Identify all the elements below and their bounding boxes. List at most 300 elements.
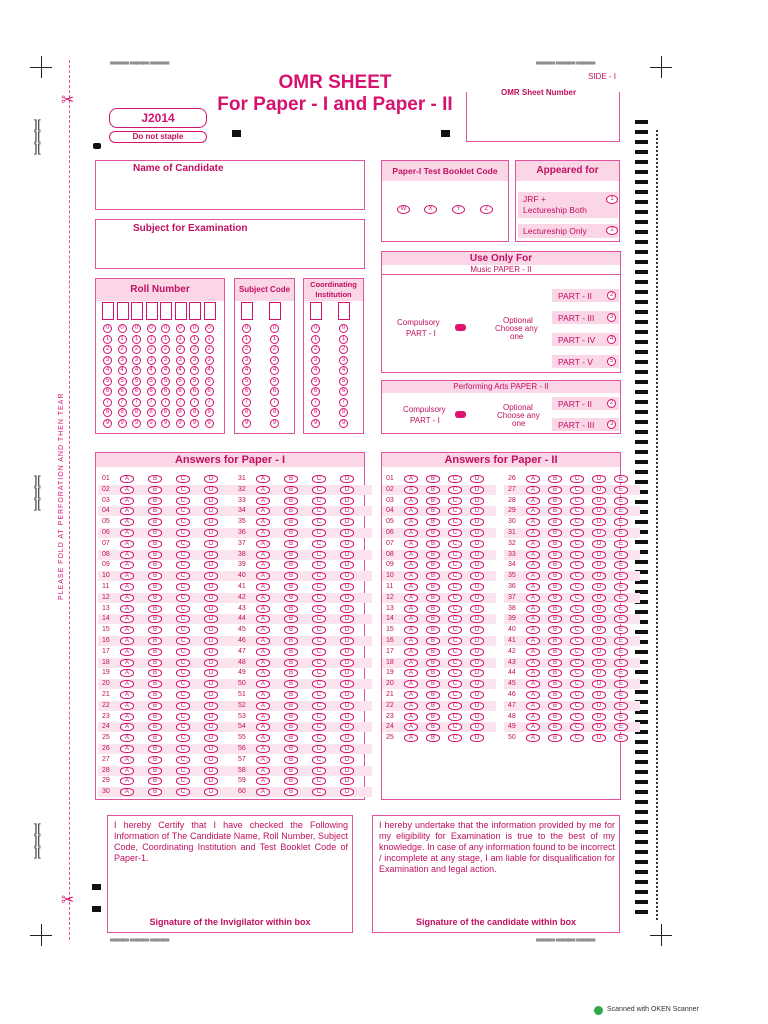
answer-bubble-d[interactable]: D [204,626,218,634]
answer-bubble-c[interactable]: C [312,637,326,645]
answer-bubble-d[interactable]: D [592,497,606,505]
answer-bubble-b[interactable]: B [548,561,562,569]
answer-bubble-c[interactable]: C [448,518,462,526]
answer-bubble-d[interactable]: D [340,648,354,656]
answer-bubble-d[interactable]: D [470,669,484,677]
answer-bubble-a[interactable]: A [526,713,540,721]
digit-bubble[interactable]: 7 [242,398,251,407]
answer-bubble-b[interactable]: B [284,615,298,623]
digit-entry-box[interactable] [204,302,216,320]
answer-bubble-d[interactable]: D [470,561,484,569]
answer-bubble-a[interactable]: A [120,551,134,559]
answer-bubble-d[interactable]: D [340,723,354,731]
answer-bubble-a[interactable]: A [404,572,418,580]
answer-bubble-a[interactable]: A [526,669,540,677]
answer-bubble-b[interactable]: B [148,734,162,742]
digit-bubble[interactable]: 8 [190,408,199,417]
digit-bubble[interactable]: 4 [205,366,214,375]
answer-bubble-c[interactable]: C [176,669,190,677]
digit-bubble[interactable]: 3 [190,356,199,365]
answer-bubble-b[interactable]: B [148,486,162,494]
answer-bubble-a[interactable]: A [404,615,418,623]
digit-bubble[interactable]: 3 [270,356,279,365]
answer-bubble-b[interactable]: B [284,518,298,526]
answer-bubble-b[interactable]: B [148,745,162,753]
answer-bubble-d[interactable]: D [592,561,606,569]
appeared-jrf-bubble[interactable]: 1 [606,195,618,204]
digit-bubble[interactable]: 4 [118,366,127,375]
digit-bubble[interactable]: 9 [242,419,251,428]
answer-bubble-d[interactable]: D [340,745,354,753]
answer-bubble-c[interactable]: C [448,637,462,645]
answer-bubble-b[interactable]: B [426,691,440,699]
answer-bubble-d[interactable]: D [204,572,218,580]
answer-bubble-b[interactable]: B [284,475,298,483]
answer-bubble-e[interactable]: E [614,497,628,505]
answer-bubble-c[interactable]: C [176,497,190,505]
answer-bubble-d[interactable]: D [340,756,354,764]
digit-bubble[interactable]: 2 [205,345,214,354]
answer-bubble-d[interactable]: D [470,626,484,634]
answer-bubble-d[interactable]: D [204,594,218,602]
answer-bubble-a[interactable]: A [404,713,418,721]
answer-bubble-b[interactable]: B [148,777,162,785]
answer-bubble-d[interactable]: D [340,637,354,645]
answer-bubble-c[interactable]: C [176,540,190,548]
digit-bubble[interactable]: 6 [118,387,127,396]
answer-bubble-b[interactable]: B [284,529,298,537]
answer-bubble-b[interactable]: B [148,680,162,688]
digit-bubble[interactable]: 7 [147,398,156,407]
answer-bubble-a[interactable]: A [404,529,418,537]
digit-entry-box[interactable] [102,302,114,320]
digit-bubble[interactable]: 2 [190,345,199,354]
omr-number-box[interactable] [466,92,620,142]
answer-bubble-d[interactable]: D [204,756,218,764]
answer-bubble-a[interactable]: A [256,529,270,537]
digit-bubble[interactable]: 3 [242,356,251,365]
answer-bubble-c[interactable]: C [570,659,584,667]
digit-bubble[interactable]: 7 [311,398,320,407]
answer-bubble-d[interactable]: D [592,637,606,645]
answer-bubble-c[interactable]: C [312,518,326,526]
answer-bubble-c[interactable]: C [176,788,190,796]
answer-bubble-c[interactable]: C [312,507,326,515]
answer-bubble-b[interactable]: B [426,615,440,623]
answer-bubble-a[interactable]: A [526,734,540,742]
digit-bubble[interactable]: 8 [270,408,279,417]
answer-bubble-c[interactable]: C [570,615,584,623]
answer-bubble-a[interactable]: A [526,529,540,537]
digit-bubble[interactable]: 0 [161,324,170,333]
digit-bubble[interactable]: 2 [103,345,112,354]
answer-bubble-d[interactable]: D [340,475,354,483]
answer-bubble-b[interactable]: B [426,475,440,483]
answer-bubble-b[interactable]: B [548,637,562,645]
answer-bubble-d[interactable]: D [340,594,354,602]
answer-bubble-e[interactable]: E [614,529,628,537]
answer-bubble-d[interactable]: D [470,572,484,580]
answer-bubble-d[interactable]: D [470,659,484,667]
answer-bubble-c[interactable]: C [570,669,584,677]
answer-bubble-c[interactable]: C [312,702,326,710]
answer-bubble-b[interactable]: B [284,745,298,753]
answer-bubble-b[interactable]: B [284,540,298,548]
answer-bubble-d[interactable]: D [340,497,354,505]
answer-bubble-c[interactable]: C [312,594,326,602]
digit-bubble[interactable]: 6 [270,387,279,396]
answer-bubble-a[interactable]: A [120,723,134,731]
answer-bubble-a[interactable]: A [526,507,540,515]
answer-bubble-a[interactable]: A [120,529,134,537]
answer-bubble-e[interactable]: E [614,713,628,721]
answer-bubble-b[interactable]: B [426,540,440,548]
answer-bubble-d[interactable]: D [340,691,354,699]
answer-bubble-a[interactable]: A [526,659,540,667]
answer-bubble-a[interactable]: A [526,518,540,526]
digit-bubble[interactable]: 5 [118,377,127,386]
answer-bubble-a[interactable]: A [120,583,134,591]
answer-bubble-a[interactable]: A [526,637,540,645]
answer-bubble-d[interactable]: D [470,680,484,688]
answer-bubble-c[interactable]: C [570,475,584,483]
answer-bubble-c[interactable]: C [448,572,462,580]
answer-bubble-b[interactable]: B [426,561,440,569]
answer-bubble-d[interactable]: D [470,507,484,515]
roll-number-grid[interactable] [102,302,220,430]
answer-bubble-c[interactable]: C [570,529,584,537]
answer-bubble-a[interactable]: A [120,626,134,634]
digit-bubble[interactable]: 1 [132,335,141,344]
answer-bubble-b[interactable]: B [548,572,562,580]
answer-bubble-d[interactable]: D [340,767,354,775]
digit-bubble[interactable]: 2 [176,345,185,354]
answer-bubble-b[interactable]: B [426,626,440,634]
answer-bubble-e[interactable]: E [614,572,628,580]
answer-bubble-e[interactable]: E [614,540,628,548]
digit-bubble[interactable]: 6 [132,387,141,396]
digit-bubble[interactable]: 0 [118,324,127,333]
answer-bubble-c[interactable]: C [176,529,190,537]
digit-bubble[interactable]: 9 [132,419,141,428]
answer-bubble-a[interactable]: A [120,659,134,667]
answer-bubble-b[interactable]: B [426,680,440,688]
answer-bubble-d[interactable]: D [204,648,218,656]
answer-bubble-d[interactable]: D [204,605,218,613]
answer-bubble-d[interactable]: D [340,680,354,688]
answer-bubble-a[interactable]: A [404,648,418,656]
answer-bubble-c[interactable]: C [176,572,190,580]
answer-bubble-a[interactable]: A [256,713,270,721]
answer-bubble-a[interactable]: A [256,518,270,526]
answer-bubble-c[interactable]: C [570,583,584,591]
digit-bubble[interactable]: 8 [161,408,170,417]
answer-bubble-c[interactable]: C [176,680,190,688]
answer-bubble-c[interactable]: C [312,767,326,775]
answer-bubble-d[interactable]: D [592,583,606,591]
answer-bubble-e[interactable]: E [614,702,628,710]
answer-bubble-c[interactable]: C [448,680,462,688]
digit-bubble[interactable]: 9 [205,419,214,428]
answer-bubble-c[interactable]: C [312,551,326,559]
answer-bubble-a[interactable]: A [404,583,418,591]
answer-bubble-c[interactable]: C [312,572,326,580]
answer-bubble-c[interactable]: C [176,615,190,623]
answer-bubble-b[interactable]: B [148,637,162,645]
digit-entry-box[interactable] [310,302,322,320]
answer-bubble-b[interactable]: B [148,551,162,559]
answer-bubble-a[interactable]: A [256,551,270,559]
answer-bubble-c[interactable]: C [176,626,190,634]
digit-bubble[interactable]: 2 [311,345,320,354]
answer-bubble-c[interactable]: C [312,723,326,731]
answer-bubble-b[interactable]: B [284,756,298,764]
answer-bubble-b[interactable]: B [284,648,298,656]
digit-bubble[interactable]: 1 [205,335,214,344]
answer-bubble-a[interactable]: A [120,767,134,775]
digit-bubble[interactable]: 7 [270,398,279,407]
answer-bubble-c[interactable]: C [176,637,190,645]
answer-bubble-c[interactable]: C [448,605,462,613]
digit-bubble[interactable]: 8 [205,408,214,417]
answer-bubble-c[interactable]: C [570,691,584,699]
answer-bubble-b[interactable]: B [284,702,298,710]
answer-bubble-b[interactable]: B [548,497,562,505]
answer-bubble-a[interactable]: A [404,605,418,613]
answer-bubble-b[interactable]: B [284,734,298,742]
answer-bubble-e[interactable]: E [614,475,628,483]
answer-bubble-d[interactable]: D [592,669,606,677]
answer-bubble-d[interactable]: D [340,702,354,710]
digit-bubble[interactable]: 9 [270,419,279,428]
digit-bubble[interactable]: 0 [242,324,251,333]
digit-bubble[interactable]: 1 [190,335,199,344]
digit-bubble[interactable]: 3 [205,356,214,365]
answer-bubble-d[interactable]: D [592,475,606,483]
answer-bubble-b[interactable]: B [548,648,562,656]
answer-bubble-c[interactable]: C [176,507,190,515]
answer-bubble-a[interactable]: A [404,486,418,494]
answer-bubble-d[interactable]: D [470,637,484,645]
answer-bubble-d[interactable]: D [592,605,606,613]
answer-bubble-c[interactable]: C [448,540,462,548]
digit-bubble[interactable]: 1 [176,335,185,344]
subject-code-grid[interactable] [241,302,291,430]
answer-bubble-b[interactable]: B [426,572,440,580]
digit-bubble[interactable]: 4 [147,366,156,375]
answer-bubble-c[interactable]: C [176,691,190,699]
answer-bubble-b[interactable]: B [284,561,298,569]
digit-bubble[interactable]: 3 [132,356,141,365]
answer-bubble-e[interactable]: E [614,734,628,742]
answer-bubble-a[interactable]: A [120,540,134,548]
answer-bubble-d[interactable]: D [204,583,218,591]
answer-bubble-d[interactable]: D [340,583,354,591]
digit-bubble[interactable]: 8 [311,408,320,417]
answer-bubble-d[interactable]: D [592,529,606,537]
digit-bubble[interactable]: 9 [147,419,156,428]
answer-bubble-d[interactable]: D [340,669,354,677]
answer-bubble-b[interactable]: B [284,788,298,796]
answer-bubble-a[interactable]: A [256,648,270,656]
answer-bubble-b[interactable]: B [148,702,162,710]
answer-bubble-b[interactable]: B [284,572,298,580]
answer-bubble-c[interactable]: C [448,497,462,505]
answer-bubble-b[interactable]: B [148,507,162,515]
answer-bubble-b[interactable]: B [148,572,162,580]
answer-bubble-c[interactable]: C [176,551,190,559]
digit-entry-box[interactable] [338,302,350,320]
answer-bubble-c[interactable]: C [176,756,190,764]
digit-bubble[interactable]: 2 [270,345,279,354]
answer-bubble-c[interactable]: C [570,518,584,526]
answer-bubble-c[interactable]: C [448,507,462,515]
digit-bubble[interactable]: 2 [339,345,348,354]
answer-bubble-d[interactable]: D [204,551,218,559]
answer-bubble-b[interactable]: B [284,594,298,602]
answer-bubble-d[interactable]: D [204,540,218,548]
answer-bubble-b[interactable]: B [284,497,298,505]
answer-bubble-e[interactable]: E [614,680,628,688]
answer-bubble-b[interactable]: B [426,713,440,721]
answer-bubble-c[interactable]: C [448,583,462,591]
answer-bubble-b[interactable]: B [148,594,162,602]
music-part2-bubble[interactable]: 2 [607,291,616,300]
answer-bubble-d[interactable]: D [204,486,218,494]
digit-bubble[interactable]: 6 [103,387,112,396]
answer-bubble-a[interactable]: A [120,756,134,764]
answer-bubble-a[interactable]: A [526,723,540,731]
answer-bubble-d[interactable]: D [592,626,606,634]
answer-bubble-d[interactable]: D [340,551,354,559]
answer-bubble-c[interactable]: C [448,723,462,731]
answer-bubble-b[interactable]: B [284,659,298,667]
answer-bubble-b[interactable]: B [548,507,562,515]
digit-bubble[interactable]: 1 [147,335,156,344]
answer-bubble-b[interactable]: B [426,594,440,602]
music-part5-bubble[interactable]: 5 [607,357,616,366]
answer-bubble-d[interactable]: D [340,518,354,526]
answer-bubble-e[interactable]: E [614,518,628,526]
answer-bubble-a[interactable]: A [526,605,540,613]
answer-bubble-b[interactable]: B [426,605,440,613]
answer-bubble-d[interactable]: D [470,594,484,602]
answer-bubble-d[interactable]: D [592,486,606,494]
answer-bubble-d[interactable]: D [340,713,354,721]
answer-bubble-c[interactable]: C [312,788,326,796]
answers-paper2-grid[interactable] [382,474,623,744]
coordinating-grid[interactable] [310,302,360,430]
digit-bubble[interactable]: 3 [311,356,320,365]
answer-bubble-c[interactable]: C [570,626,584,634]
answer-bubble-d[interactable]: D [470,734,484,742]
answer-bubble-c[interactable]: C [312,561,326,569]
answer-bubble-a[interactable]: A [526,680,540,688]
answer-bubble-c[interactable]: C [312,756,326,764]
answer-bubble-a[interactable]: A [404,540,418,548]
answer-bubble-c[interactable]: C [448,475,462,483]
answer-bubble-c[interactable]: C [312,691,326,699]
answer-bubble-b[interactable]: B [148,615,162,623]
digit-bubble[interactable]: 5 [103,377,112,386]
answer-bubble-a[interactable]: A [526,691,540,699]
digit-bubble[interactable]: 1 [339,335,348,344]
answer-bubble-b[interactable]: B [148,713,162,721]
digit-bubble[interactable]: 1 [270,335,279,344]
answer-bubble-b[interactable]: B [284,777,298,785]
digit-bubble[interactable]: 4 [103,366,112,375]
answer-bubble-a[interactable]: A [256,691,270,699]
answer-bubble-c[interactable]: C [312,734,326,742]
answer-bubble-b[interactable]: B [148,497,162,505]
answer-bubble-d[interactable]: D [204,507,218,515]
answer-bubble-a[interactable]: A [120,691,134,699]
answer-bubble-c[interactable]: C [570,594,584,602]
answer-bubble-c[interactable]: C [176,594,190,602]
answer-bubble-d[interactable]: D [592,734,606,742]
answer-bubble-b[interactable]: B [426,734,440,742]
answer-bubble-d[interactable]: D [470,540,484,548]
answer-bubble-c[interactable]: C [570,561,584,569]
answer-bubble-e[interactable]: E [614,626,628,634]
answer-bubble-a[interactable]: A [526,475,540,483]
answer-bubble-e[interactable]: E [614,691,628,699]
digit-bubble[interactable]: 4 [270,366,279,375]
answer-bubble-b[interactable]: B [284,680,298,688]
answer-bubble-c[interactable]: C [176,713,190,721]
answer-bubble-c[interactable]: C [448,691,462,699]
digit-bubble[interactable]: 9 [176,419,185,428]
answer-bubble-d[interactable]: D [204,767,218,775]
digit-bubble[interactable]: 3 [176,356,185,365]
answer-bubble-d[interactable]: D [204,475,218,483]
answer-bubble-d[interactable]: D [340,507,354,515]
answer-bubble-a[interactable]: A [256,475,270,483]
perf-part2-bubble[interactable]: 2 [607,399,616,408]
answer-bubble-c[interactable]: C [570,723,584,731]
answer-bubble-e[interactable]: E [614,583,628,591]
digit-bubble[interactable]: 1 [118,335,127,344]
answer-bubble-a[interactable]: A [256,594,270,602]
answer-bubble-d[interactable]: D [592,713,606,721]
digit-bubble[interactable]: 0 [311,324,320,333]
answer-bubble-b[interactable]: B [148,723,162,731]
answer-bubble-b[interactable]: B [148,659,162,667]
answer-bubble-c[interactable]: C [448,669,462,677]
answer-bubble-a[interactable]: A [120,475,134,483]
answer-bubble-a[interactable]: A [256,561,270,569]
answer-bubble-c[interactable]: C [570,572,584,580]
digit-bubble[interactable]: 8 [132,408,141,417]
answer-bubble-c[interactable]: C [570,497,584,505]
digit-bubble[interactable]: 4 [311,366,320,375]
answer-bubble-e[interactable]: E [614,561,628,569]
answer-bubble-b[interactable]: B [426,723,440,731]
answer-bubble-b[interactable]: B [284,486,298,494]
digit-bubble[interactable]: 5 [339,377,348,386]
answer-bubble-c[interactable]: C [176,767,190,775]
digit-bubble[interactable]: 4 [132,366,141,375]
answer-bubble-b[interactable]: B [284,713,298,721]
answer-bubble-a[interactable]: A [256,637,270,645]
answer-bubble-b[interactable]: B [426,507,440,515]
digit-bubble[interactable]: 8 [176,408,185,417]
answer-bubble-c[interactable]: C [570,551,584,559]
digit-bubble[interactable]: 3 [103,356,112,365]
answer-bubble-d[interactable]: D [592,702,606,710]
digit-bubble[interactable]: 9 [103,419,112,428]
answer-bubble-d[interactable]: D [204,788,218,796]
